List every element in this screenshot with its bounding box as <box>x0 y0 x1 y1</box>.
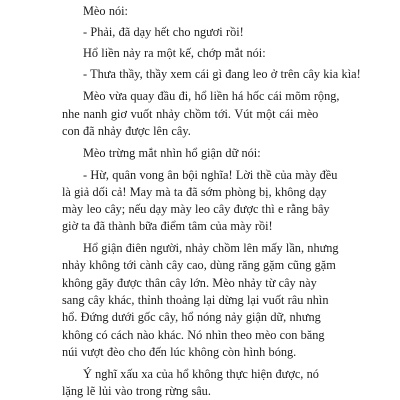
paragraph-8-line-3: không gãy được thân cây lớn. Mèo nhảy từ cây này <box>62 275 317 290</box>
paragraph-4-line-1: - Thưa thầy, thầy xem cái gì đang leo ở trên cây kia kìa! <box>83 66 361 81</box>
paragraph-8-line-7: núi vượt đèo cho đến lúc không còn hình bóng. <box>62 344 297 359</box>
paragraph-5-line-1: Mèo vừa quay đầu đi, hổ liền há hốc cái mõm rộng, <box>83 89 340 104</box>
paragraph-7-line-4: giờ ta đã thành bữa điểm tâm của mày rồi! <box>62 219 273 234</box>
paragraph-6-line-1: Mèo trừng mắt nhìn hổ giận dữ nói: <box>83 145 261 160</box>
paragraph-9-line-1: Ý nghĩ xấu xa của hổ không thực hiện được, nó <box>83 366 319 381</box>
paragraph-7-line-2: là giả dối cả! May mà ta đã sớm phòng bị, không dạy <box>62 184 327 199</box>
paragraph-8-line-4: sang cây khác, thỉnh thoảng lại dừng lại vuốt râu nhìn <box>62 293 329 308</box>
paragraph-5-line-2: nhe nanh giơ vuốt nhảy chồm tới. Vút một cái mèo <box>62 106 319 121</box>
paragraph-7-line-1: - Hừ, quân vong ân bội nghĩa! Lời thề của mày đều <box>83 167 338 182</box>
paragraph-3-line-1: Hổ liền nảy ra một kế, chớp mắt nói: <box>83 45 266 60</box>
paragraph-2-line-1: - Phải, đã dạy hết cho ngươi rồi! <box>83 24 244 39</box>
paragraph-8-line-5: hổ. Đứng dưới gốc cây, hổ nóng nảy giận dữ, nhưng <box>62 310 321 325</box>
paragraph-8-line-6: không có cách nào khác. Nó nhìn theo mèo con băng <box>62 327 325 342</box>
paragraph-9-line-2: lặng lẽ lủi vào trong rừng sâu. <box>62 384 211 398</box>
paragraph-8-line-1: Hổ giận điên người, nhảy chồm lên mấy lần, nhưng <box>83 241 339 256</box>
paragraph-5-line-3: con đã nhảy được lên cây. <box>62 123 191 138</box>
paragraph-7-line-3: mày leo cây; nếu dạy mày leo cây được thì e rằng bây <box>62 202 330 217</box>
paragraph-8-line-2: nhảy không tới cành cây cao, dùng răng gặm cũng gặm <box>62 258 336 273</box>
paragraph-1-line-1: Mèo nói: <box>83 3 128 18</box>
